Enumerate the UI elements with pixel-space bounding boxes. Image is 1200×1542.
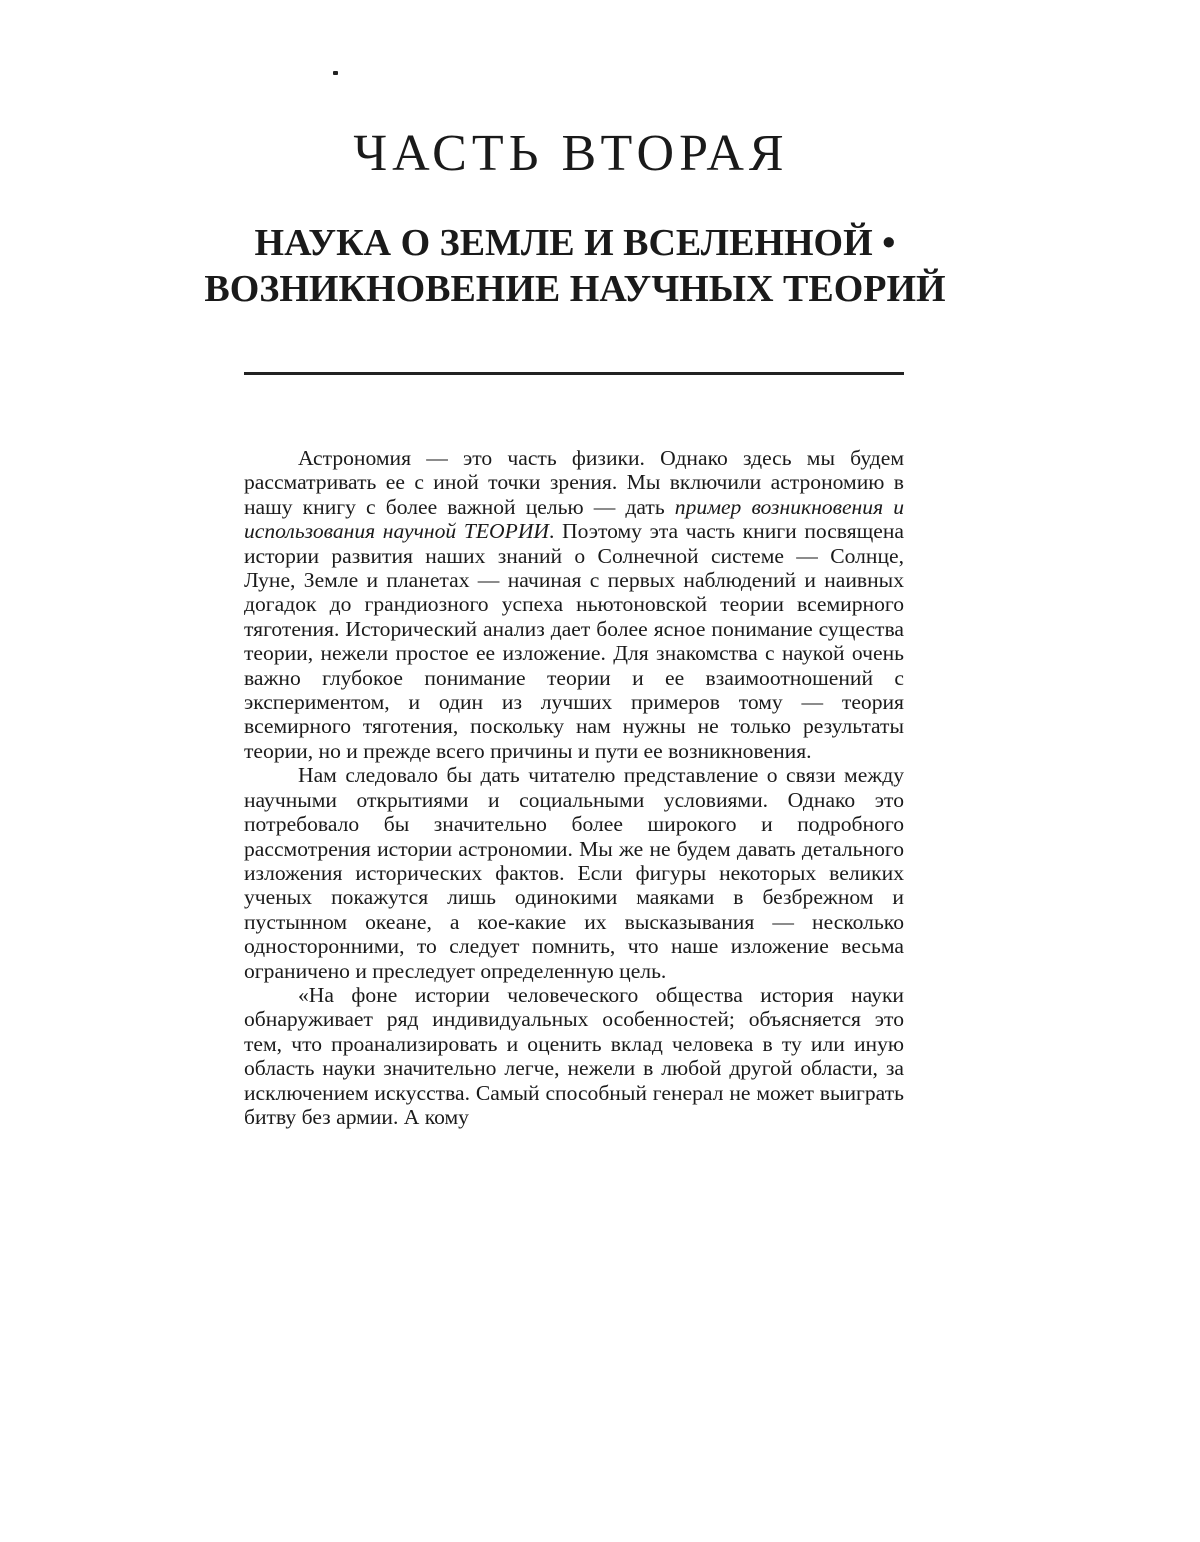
- section-title-line-1: НАУКА О ЗЕМЛЕ И ВСЕЛЕННОЙ •: [254, 222, 896, 264]
- part-title: ЧАСТЬ ВТОРАЯ: [353, 125, 789, 182]
- title-divider: [244, 372, 904, 375]
- ink-speck: [333, 71, 338, 75]
- main-text: [244, 446, 904, 1129]
- paragraph-1-start: Астрономия — это часть физики. Однако здесь мы будем рассматривать ее с иной точки зрения. Мы включили астрономию в нашу книгу с более важной целью — дать: [244, 446, 904, 519]
- paragraph-2: Нам следовало бы дать читателю представление о связи между научными открытиями и социальными условиями. Однако это потребовало бы значительно более широкого и подробного рассмотрения истории астрономии. Мы же не будем давать детального изложения исторических фактов. Если фигуры некоторых великих ученых покажутся лишь одинокими маяками в безбрежном и пустынном океане, а кое-какие их высказывания — несколько односторонними, то следует помнить, что наше изложение весьма ограничено и преследует определенную цель.: [244, 763, 904, 983]
- section-title: [0, 220, 1150, 312]
- paragraph-1-emphasis: пример возникновения и использования научной ТЕОРИИ: [244, 494, 905, 544]
- paragraph-1-end: . Поэтому эта часть книги посвящена истории развития наших знаний о Солнечной системе — Солнце, Луне, Земле и планетах — начиная с первых наблюдений и наивных догадок до грандиозного успеха ньютоновской теории всемирного тяготения. Исторический анализ дает более ясное понимание существа теории, нежели простое ее изложение. Для знакомства с наукой очень важно глубокое понимание теории и ее взаимоотношений с экспериментом, и один из лучших примеров тому — теория всемирного тяготения, поскольку нам нужны не только результаты теории, но и прежде всего причины и пути ее возникновения.: [244, 519, 904, 763]
- paragraph-1: [244, 446, 904, 763]
- section-title-line-2: ВОЗНИКНОВЕНИЕ НАУЧНЫХ ТЕОРИЙ: [204, 268, 946, 310]
- paragraph-3: «На фоне истории человеческого общества история науки обнаруживает ряд индивидуальных особенностей; объясняется это тем, что проанализировать и оценить вклад человека в ту или иную область науки значительно легче, нежели в любой другой области, за исключением искусства. Самый способный генерал не может выиграть битву без армии. А кому: [244, 982, 904, 1129]
